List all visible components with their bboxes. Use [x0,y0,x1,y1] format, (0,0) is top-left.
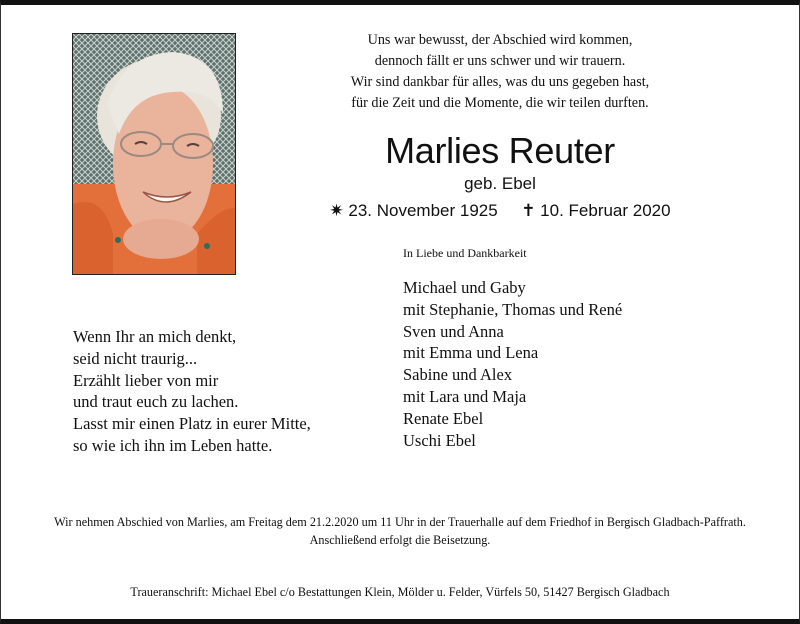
mourning-address: Traueranschrift: Michael Ebel c/o Bestattungen Klein, Mölder u. Felder, Vürfels 50, 51427 Bergisch Gladbach [130,585,670,599]
left-poem-line: Lasst mir einen Platz in eurer Mitte, [73,414,311,434]
cross-icon: ✝ [521,201,536,220]
left-poem-line: so wie ich ihn im Leben hatte. [73,435,273,455]
deceased-name: Marlies Reuter [385,130,615,171]
list-item: mit Emma und Lena [403,343,539,363]
top-poem-line: dennoch fällt er uns schwer und wir trauern. [374,53,626,69]
left-poem-line: Erzählt lieber von mir [73,370,219,390]
left-poem-line: seid nicht traurig... [73,348,198,368]
birth-name: geb. Ebel [464,174,536,193]
thanks-line: In Liebe und Dankbarkeit [403,246,527,260]
top-poem-line: Uns war bewusst, der Abschied wird kommen, [367,32,633,48]
list-item: Sabine und Alex [403,365,513,385]
top-poem-line: für die Zeit und die Momente, die wir teilen durften. [351,95,649,111]
list-item: Michael und Gaby [403,278,526,297]
star-icon: ✷ [329,201,344,220]
top-poem-line: Wir sind dankbar für alles, was du uns gegeben hast, [350,74,650,90]
portrait-photo [72,33,236,275]
top-poem [300,30,700,114]
list-item: Uschi Ebel [403,430,476,450]
list-item: mit Lara und Maja [403,386,527,406]
left-poem-line: Wenn Ihr an mich denkt, [73,327,237,346]
life-dates [300,200,700,222]
birth-date: 23. November 1925 [348,201,498,220]
left-poem-line: und traut euch zu lachen. [73,392,239,412]
mourners-list [403,277,622,451]
list-item: Renate Ebel [403,408,484,428]
list-item: mit Stephanie, Thomas und René [403,299,623,319]
farewell-text: Wir nehmen Abschied von Marlies, am Freitag dem 21.2.2020 um 11 Uhr in der Trauerhalle auf dem Friedhof in Bergisch Gladbach-Paffrath. Anschließend erfolgt die Beisetzung. [54,515,746,547]
left-poem [73,326,311,457]
list-item: Sven und Anna [403,321,504,341]
death-date: 10. Februar 2020 [540,201,671,220]
